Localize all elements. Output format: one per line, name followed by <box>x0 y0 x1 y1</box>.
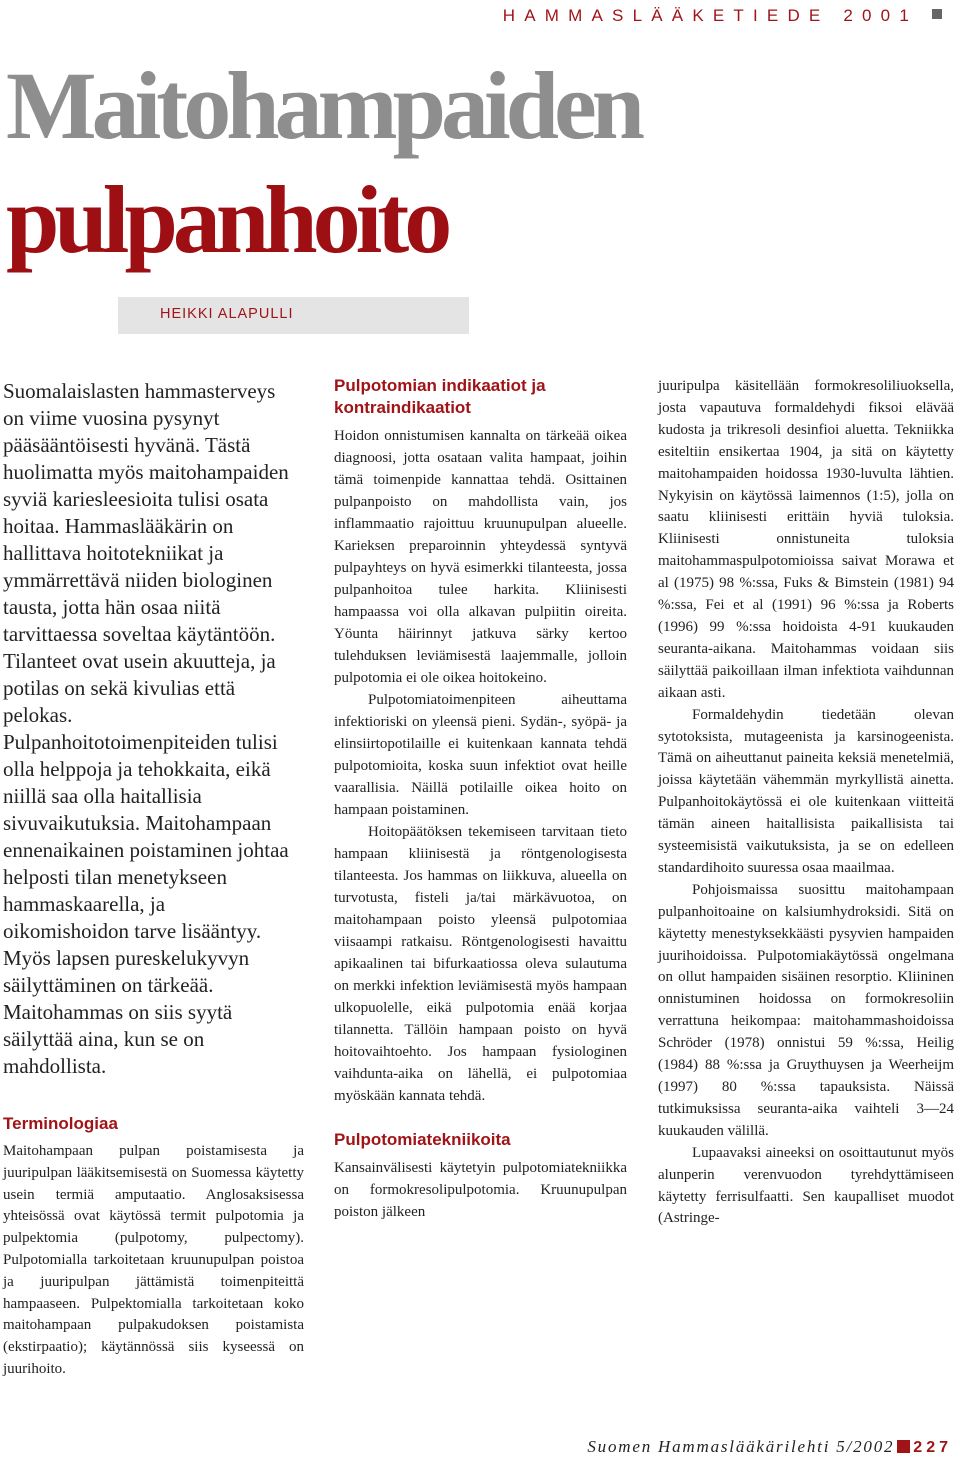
terminology-section <box>3 1113 304 1381</box>
techniques-heading: Pulpotomiatekniikoita <box>334 1130 511 1149</box>
indications-heading: Pulpotomian indikaatiot ja kontraindikaatiot <box>334 376 546 417</box>
indications-paragraph: Pulpotomiatoimenpiteen aiheuttama infektioriski on yleensä pieni. Sydän-, syöpä- ja elinsiirtopotilaille ei kuitenkaan kannata tehdä pulpotomioita, koska suun infektiot ovat heille vaarallisia. Näillä potilaille oikea hoito on hampaan poistaminen. <box>334 692 627 818</box>
indications-paragraph: Hoidon onnistumisen kannalta on tärkeää oikea diagnoosi, jotta osataan valita hampaat, joihin tämä toimenpide kannattaa tehdä. Osittainen pulpanpoisto on mahdollista vain, jos inflammaatio rajoittuu kruunupulpan alueelle. Karieksen preparoinnin yhteydessä syntyvä pulpayhteys on hyvä esimerkki tilanteesta, jossa pulpanhoitoa tulee harkita. Kliinisesti hampaassa voi olla alkavan pulpiitin oireita. Yöunta häirinnyt jatkuva särky kertoo tulehduksen leviämisestä laajemmalle, jolloin pulpotomia ei ole oikea hoitokeino. <box>334 428 627 686</box>
footer-square-icon <box>897 1440 910 1453</box>
right-paragraph: Lupaavaksi aineeksi on osoittautunut myös alunperin verenvuodon tyrehdyttämiseen käytetty ferrisulfaatti. Sen kaupalliset muodot (Astringe- <box>658 1144 954 1227</box>
author-name: HEIKKI ALAPULLI <box>160 306 294 322</box>
right-column <box>658 376 954 1230</box>
footer-journal: Suomen Hammaslääkärilehti 5/2002 <box>587 1437 895 1456</box>
terminology-heading: Terminologiaa <box>3 1114 118 1133</box>
right-paragraph: juuripulpa käsitellään formokresoliliuoksella, josta vapautuva formaldehydi fiksoi elävää kudosta ja trikresoli desinfioi aluetta. Tekniikka esiteltiin ensikertaa 1904, ja sitä on käytetty maitohampaiden hoidossa 1930-luvulta lähtien. Nykyisin on käytössä laimennos (1:5), jolla on saatu kliinisesti erittäin hyviä tuloksia. Kliinisesti onnistuneita tuloksia maitohammaspulpotomioissa saivat Morawa et al (1975) 98 %:ssa, Fuks & Bimstein (1981) 94 %:ssa, Fei et al (1991) 96 %:ssa ja Roberts (1996) 99 %:ssa hoidoista 4-91 kuukauden seuranta-aikana. Maitohammas voidaan siis säilyttää paikoillaan ilman infektiota vaihdunnan aikaan asti. <box>658 378 954 701</box>
title-line-2: pulpanhoito <box>6 166 448 273</box>
journal-section-label: HAMMASLÄÄKETIEDE 2001 <box>502 6 918 25</box>
title-line-1: Maitohampaiden <box>6 52 641 159</box>
lead-text: Suomalaislasten hammasterveys on viime vuosina pysynyt pääsääntöisesti hyvänä. Tästä huolimatta myös maitohampaiden syviä kariesleesioita tulisi osata hoitaa. Hammaslääkärin on hallittava hoitotekniikat ja ymmärrettävä niiden biologinen tausta, jotta hän osaa niitä tarvittaessa soveltaa käytäntöön. Tilanteet ovat usein akuutteja, ja potilas on sekä kivulias että pelokas. Pulpanhoitotoimenpiteiden tulisi olla helppoja ja tehokkaita, eikä niillä saa olla haitallisia sivuvaikutuksia. Maitohampaan ennenaikainen poistaminen johtaa helposti tilan menetykseen hammaskaarella, ja oikomishoidon tarve lisääntyy. Myös lapsen pureskelukyvyn säilyttäminen on tärkeää. Maitohammas on siis syytä säilyttää aina, kun se on mahdollista. <box>3 379 289 1078</box>
techniques-body <box>334 1157 627 1223</box>
author-box <box>118 297 469 334</box>
indications-paragraph: Hoitopäätöksen tekemiseen tarvitaan tieto hampaan kliinisestä ja röntgenologisesta tilanteesta. Jos hammas on liikkuva, alueella on turvotusta, fisteli ja/tai märkävuotoa, on maitohampaan poisto yleensä pulpotomiaa viisaampi ratkaisu. Röntgenologisesti havaittu apikaalinen tai bifurkaatiossa oleva sulautuma on merkki infektion leviämisestä myös hampaan ulkopuolelle, eikä pulpotomia enää korjaa tilannetta. Tällöin hampaan poisto on hyvä hoitovaihtoehto. Jos hampaan fysiologinen vaihdunta-aika on lähellä, ei pulpotomiaa myöskään kannata tehdä. <box>334 824 627 1104</box>
right-paragraph: Formaldehydin tiedetään olevan sytotoksista, mutageenista ja karsinogeenista. Tämä on aiheuttanut paineita keksiä menetelmiä, joissa käytetään vähemmän myrkyllistä ainetta. Pulpanhoitokäytössä ei ole kuitenkaan viitteitä tämän aineen haitallisista paikallisista tai systeemisistä vaikutuksista, ja se on edelleen standardihoito suuressa osaa maailmaa. <box>658 706 954 876</box>
techniques-paragraph: Kansainvälisesti käytetyin pulpotomiatekniikka on formokresolipulpotomia. Kruunupulpan poiston jälkeen <box>334 1160 627 1220</box>
page-footer <box>587 1437 952 1457</box>
header-square-icon <box>932 9 942 19</box>
right-paragraph: Pohjoismaissa suosittu maitohampaan pulpanhoitoaine on kalsiumhydroksidi. Sitä on käytetty menestyksekkäästi pysyvien hampaiden juurihoidoissa. Pulpotomiakäytössä ongelmana on ollut hampaiden sisäinen resorptio. Kliininen onnistuminen hoidossa on formokresoliin verrattuna heikompaa: maitohammashoidoissa Schröder (1978) onnistui 59 %:ssa, Heilig (1984) 88 %:ssa ja Gruythuysen ja Weerheijm (1997) 80 %:ssa tapauksista. Näissä tutkimuksissa seuranta-aika vaihteli 3—24 kuukauden välillä. <box>658 881 954 1139</box>
terminology-paragraph: Maitohampaan pulpan poistamisesta ja juuripulpan lääkitsemisestä on Suomessa käytetty usein termiä amputaatio. Anglosaksisessa yhteisössä ovat käytössä termit pulpotomia ja pulpektomia (pulpotomy, pulpectomy). Pulpotomialla tarkoitetaan kruunupulpan poistoa ja juuripulpan jättämistä toimenpiteittä hampaaseen. Pulpektomialla tarkoitetaan koko maitohampaan pulpakudoksen poistamista (ekstirpaatio); käytännössä siis kyseessä on juurihoito. <box>3 1143 304 1377</box>
indications-body <box>334 425 627 1107</box>
middle-column <box>334 375 627 1223</box>
lead-paragraph <box>3 378 295 1080</box>
page-number: 227 <box>913 1439 952 1456</box>
